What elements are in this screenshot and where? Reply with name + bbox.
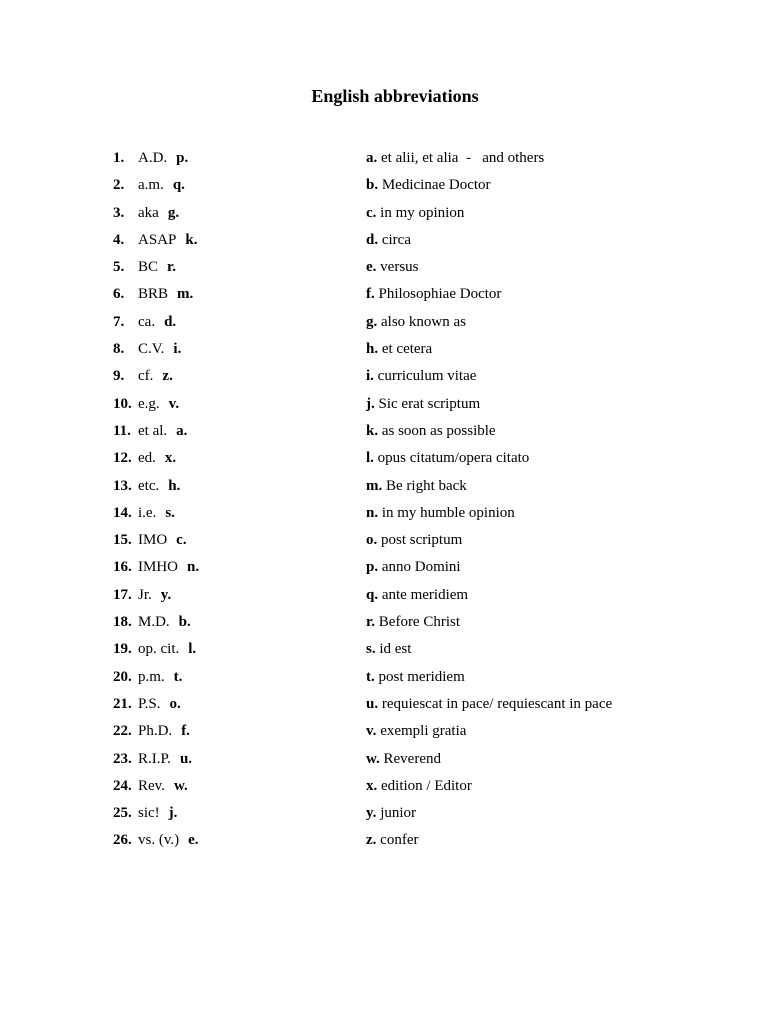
abbreviation	[138, 691, 181, 718]
answer-letter: c.	[176, 532, 187, 549]
definition-text: Before Christ	[378, 614, 461, 631]
abbreviation	[138, 445, 176, 472]
definition	[366, 473, 467, 500]
abbreviation-text: vs. (v.)	[138, 832, 180, 849]
answer-letter: x.	[164, 450, 177, 467]
definition-text: in my humble opinion	[381, 504, 515, 521]
definition-text: et cetera	[381, 341, 433, 358]
definition	[366, 172, 491, 199]
definition	[366, 418, 496, 445]
abbreviation-text: et al.	[138, 422, 168, 439]
definition-letter: r.	[366, 614, 376, 631]
abbreviation	[138, 664, 182, 691]
item-number: 21.	[113, 695, 132, 712]
definition-letter: w.	[366, 750, 380, 767]
item-number: 17.	[113, 586, 132, 603]
definition-letter: g.	[366, 313, 378, 330]
answer-letter: b.	[178, 614, 191, 631]
abbreviation-text: Jr.	[138, 586, 152, 603]
definition	[366, 445, 529, 472]
definition-text: id est	[379, 641, 412, 658]
definition-text: in my opinion	[380, 204, 465, 221]
list-item	[0, 418, 768, 445]
abbreviation-text: M.D.	[138, 614, 170, 631]
item-number: 25.	[113, 805, 132, 822]
list-item	[0, 582, 768, 609]
abbreviation-text: aka	[138, 204, 159, 221]
item-number: 2.	[113, 177, 125, 194]
definition-letter: q.	[366, 586, 379, 603]
definition-text: curriculum vitae	[377, 368, 477, 385]
definition-letter: x.	[366, 777, 378, 794]
definition	[366, 800, 416, 827]
definition-text: et alii, et alia - and others	[381, 150, 545, 166]
definition	[366, 746, 441, 773]
definition-text: exempli gratia	[380, 723, 467, 740]
list-item	[0, 363, 768, 390]
definition	[366, 636, 411, 663]
definition	[366, 827, 418, 854]
answer-letter: f.	[181, 723, 190, 740]
definition	[366, 254, 419, 281]
answer-letter: j.	[168, 805, 178, 822]
item-number: 8.	[113, 341, 125, 358]
definition	[366, 582, 468, 609]
list-item	[0, 554, 768, 581]
abbreviation	[138, 281, 193, 308]
definition	[366, 554, 461, 581]
definition	[366, 718, 466, 745]
abbreviation-text: IMHO	[138, 559, 178, 576]
abbreviation-text: R.I.P.	[138, 750, 171, 767]
definition-letter: s.	[366, 641, 376, 658]
answer-letter: m.	[177, 286, 194, 303]
abbreviation	[138, 609, 191, 636]
abbreviation	[138, 145, 188, 172]
definition-letter: f.	[366, 286, 375, 303]
answer-letter: y.	[160, 586, 172, 603]
answer-letter: a.	[176, 422, 188, 439]
definition-letter: m.	[366, 477, 383, 494]
abbreviation	[138, 473, 180, 500]
answer-letter: k.	[185, 231, 198, 248]
list-item	[0, 391, 768, 418]
definition-text: Medicinae Doctor	[381, 177, 491, 194]
abbreviation	[138, 309, 176, 336]
definition-letter: v.	[366, 723, 377, 740]
abbreviation	[138, 254, 176, 281]
list-item	[0, 746, 768, 773]
definition-text: Philosophiae Doctor	[378, 286, 502, 303]
item-number: 16.	[113, 559, 132, 576]
definition	[366, 500, 515, 527]
definition	[366, 664, 465, 691]
item-number: 22.	[113, 723, 132, 740]
item-number: 19.	[113, 641, 132, 658]
abbreviation	[138, 227, 197, 254]
abbreviation-text: e.g.	[138, 395, 160, 412]
abbreviation-text: a.m.	[138, 177, 164, 194]
list-item	[0, 200, 768, 227]
answer-letter: n.	[187, 559, 200, 576]
item-number: 23.	[113, 750, 132, 767]
definition-text: confer	[380, 832, 419, 849]
abbreviation-text: Ph.D.	[138, 723, 173, 740]
definition-text: post meridiem	[378, 668, 465, 685]
answer-letter: h.	[168, 477, 181, 494]
abbreviation-text: IMO	[138, 532, 168, 549]
item-number: 14.	[113, 504, 132, 521]
list-item	[0, 145, 768, 172]
definition-text: post scriptum	[381, 532, 463, 549]
abbreviation-text: etc.	[138, 477, 160, 494]
list-item	[0, 827, 768, 854]
item-number: 24.	[113, 777, 132, 794]
definition-text: Reverend	[383, 750, 441, 767]
definition-text: anno Domini	[381, 559, 461, 576]
definition	[366, 691, 612, 718]
definition	[366, 336, 432, 363]
item-number: 13.	[113, 477, 132, 494]
abbreviation	[138, 391, 179, 418]
answer-letter: u.	[179, 750, 193, 767]
abbreviation	[138, 827, 199, 854]
definition	[366, 281, 501, 308]
answer-letter: v.	[168, 395, 180, 412]
definition	[366, 227, 411, 254]
abbreviation	[138, 500, 175, 527]
abbreviation-text: P.S.	[138, 695, 161, 712]
definition-text: edition / Editor	[381, 777, 472, 794]
abbreviation	[138, 200, 179, 227]
definition-text: requiescat in pace/ requiescant in pace	[381, 695, 613, 712]
definition-text: junior	[380, 805, 417, 822]
item-number: 5.	[113, 259, 125, 276]
item-number: 9.	[113, 368, 125, 385]
list-item	[0, 281, 768, 308]
definition-text: ante meridiem	[381, 586, 469, 603]
list-item	[0, 691, 768, 718]
definition-letter: b.	[366, 177, 379, 194]
abbreviation-text: ASAP	[138, 231, 177, 248]
list-item	[0, 473, 768, 500]
definition-letter: o.	[366, 532, 378, 549]
list-item	[0, 500, 768, 527]
list-item	[0, 609, 768, 636]
abbreviation	[138, 636, 196, 663]
abbreviation-text: i.e.	[138, 504, 157, 521]
definition	[366, 527, 462, 554]
definition-letter: i.	[366, 368, 374, 385]
answer-letter: t.	[173, 668, 183, 685]
abbreviation-text: ed.	[138, 450, 156, 467]
abbreviation	[138, 582, 171, 609]
definition-letter: c.	[366, 204, 377, 221]
list-item	[0, 227, 768, 254]
definition-letter: u.	[366, 695, 379, 712]
answer-letter: q.	[172, 177, 185, 194]
abbreviation-text: cf.	[138, 368, 154, 385]
answer-letter: i.	[173, 341, 182, 358]
item-number: 12.	[113, 450, 132, 467]
definition-text: also known as	[381, 313, 466, 330]
answer-letter: e.	[188, 832, 199, 849]
item-number: 26.	[113, 832, 132, 849]
abbreviation-text: A.D.	[138, 150, 168, 166]
definition-letter: h.	[366, 341, 379, 358]
abbreviation	[138, 800, 177, 827]
list-item	[0, 800, 768, 827]
definition-letter: j.	[366, 395, 375, 412]
definition-letter: z.	[366, 832, 377, 849]
abbreviation-text: C.V.	[138, 341, 165, 358]
abbreviation	[138, 363, 173, 390]
list-item	[0, 527, 768, 554]
abbreviation	[138, 527, 187, 554]
definition	[366, 363, 476, 390]
definition-letter: k.	[366, 422, 379, 439]
definition	[366, 773, 472, 800]
definition	[366, 309, 466, 336]
item-number: 6.	[113, 286, 125, 303]
item-number: 15.	[113, 532, 132, 549]
abbreviation-text: sic!	[138, 805, 160, 822]
list-item	[0, 718, 768, 745]
definition	[366, 200, 464, 227]
answer-letter: w.	[173, 777, 188, 794]
definition	[366, 391, 480, 418]
abbreviation-list	[0, 145, 768, 855]
answer-letter: r.	[167, 259, 177, 276]
definition-letter: p.	[366, 559, 379, 576]
definition-text: Be right back	[386, 477, 467, 494]
answer-letter: o.	[169, 695, 181, 712]
item-number: 7.	[113, 313, 125, 330]
list-item	[0, 336, 768, 363]
list-item	[0, 773, 768, 800]
list-item	[0, 309, 768, 336]
item-number: 11.	[113, 422, 131, 439]
definition-letter: e.	[366, 259, 377, 276]
item-number: 18.	[113, 614, 132, 631]
abbreviation-text: op. cit.	[138, 641, 180, 658]
item-number: 1.	[113, 150, 125, 166]
definition-text: opus citatum/opera citato	[377, 450, 530, 467]
definition-letter: a.	[366, 150, 378, 166]
abbreviation-text: BRB	[138, 286, 169, 303]
abbreviation	[138, 418, 187, 445]
list-item	[0, 172, 768, 199]
answer-letter: d.	[164, 313, 177, 330]
abbreviation	[138, 773, 188, 800]
list-item	[0, 636, 768, 663]
definition	[366, 145, 544, 172]
definition-text: circa	[381, 231, 411, 248]
definition-letter: n.	[366, 504, 379, 521]
abbreviation-text: BC	[138, 259, 159, 276]
item-number: 20.	[113, 668, 132, 685]
abbreviation-text: p.m.	[138, 668, 165, 685]
definition-letter: l.	[366, 450, 374, 467]
abbreviation	[138, 746, 192, 773]
definition-letter: d.	[366, 231, 379, 248]
abbreviation	[138, 718, 190, 745]
list-item	[0, 254, 768, 281]
item-number: 3.	[113, 204, 125, 221]
abbreviation	[138, 336, 181, 363]
list-item	[0, 445, 768, 472]
abbreviation	[138, 172, 185, 199]
abbreviation-text: ca.	[138, 313, 156, 330]
page-title: English abbreviations	[311, 86, 479, 106]
answer-letter: s.	[165, 504, 175, 521]
definition-text: as soon as possible	[381, 422, 496, 439]
definition-text: Sic erat scriptum	[378, 395, 481, 412]
definition-letter: y.	[366, 805, 377, 822]
item-number: 4.	[113, 231, 125, 248]
answer-letter: g.	[167, 204, 180, 221]
answer-letter: p.	[176, 150, 189, 166]
list-item	[0, 664, 768, 691]
abbreviation-text: Rev.	[138, 777, 165, 794]
definition-text: versus	[380, 259, 419, 276]
definition	[366, 609, 460, 636]
answer-letter: z.	[162, 368, 173, 385]
item-number: 10.	[113, 395, 132, 412]
abbreviation	[138, 554, 199, 581]
definition-letter: t.	[366, 668, 375, 685]
answer-letter: l.	[188, 641, 197, 658]
